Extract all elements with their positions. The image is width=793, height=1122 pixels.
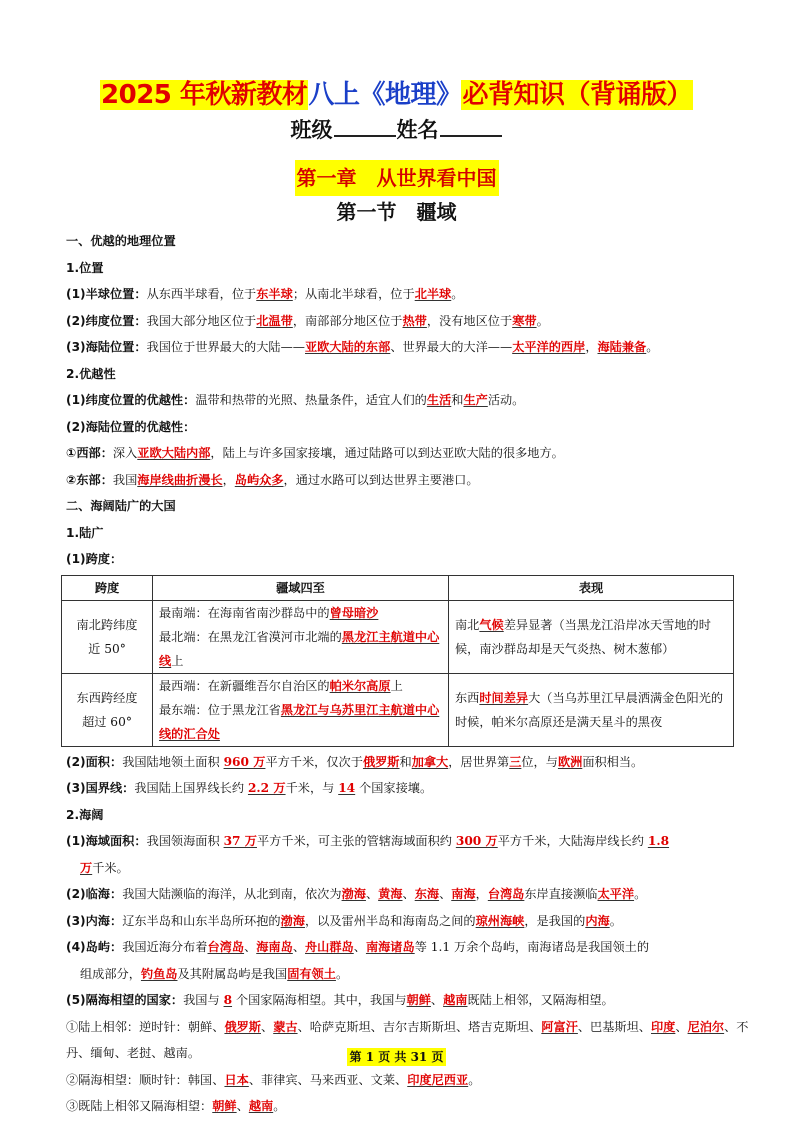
table-cell-extremes	[153, 600, 449, 673]
text: 、	[292, 940, 305, 954]
keyword: 三	[509, 754, 522, 769]
text: ，没有地区位于	[426, 313, 513, 328]
text: 位，与	[521, 754, 558, 769]
line-sea-land	[66, 334, 756, 361]
keyword: 1.8	[647, 834, 670, 848]
item-label: (2)面积：	[66, 754, 123, 769]
cell-text: 最东端：位于黑龙江省	[159, 702, 281, 717]
line-border	[66, 775, 756, 802]
keyword: 琼州海峡	[475, 913, 525, 928]
text: 面积相当。	[582, 754, 644, 769]
cell-text: 最北端：在黑龙江省漠河市北端的	[159, 629, 342, 644]
page-number: 第 1 页 共 31 页	[347, 1048, 447, 1066]
cell-text: 大（当乌苏里江早晨洒满金色阳光的时候，帕米尔高原还是满天星斗的黑夜	[455, 690, 724, 729]
table-header-row	[62, 575, 734, 600]
text: 个国家接壤。	[355, 781, 433, 795]
item-label: (1)纬度位置的优越性：	[66, 393, 196, 407]
name-blank[interactable]	[440, 115, 502, 137]
line-east	[66, 467, 756, 494]
cell-text: 东西	[455, 690, 480, 705]
span-table	[61, 575, 734, 747]
item-label: (3)海陆位置：	[66, 340, 147, 354]
class-label: 班级	[290, 118, 333, 142]
text: 千米，与	[285, 781, 339, 795]
cell-text: 超过 60°	[82, 714, 132, 729]
keyword: 热带	[402, 313, 427, 328]
text: 个国家隔海相望。其中，我国与	[232, 993, 407, 1007]
text: 、	[365, 887, 379, 901]
text: 、	[402, 887, 415, 901]
keyword: 朝鲜	[406, 993, 431, 1007]
keyword: 亚欧大陆的东部	[305, 340, 391, 354]
keyword: 越南	[248, 1099, 274, 1113]
page-footer	[0, 1046, 793, 1065]
line-sea-area	[66, 828, 756, 855]
text: ，陆上与许多国家接壤，通过陆路可以到达亚欧大陆的很多地方。	[210, 446, 564, 460]
item-label: ②东部：	[66, 472, 113, 487]
cell-text: 东西跨经度	[76, 690, 138, 705]
keyword: 2.2 万	[247, 781, 286, 795]
text: 。	[451, 287, 464, 301]
keyword: 印度	[651, 1019, 676, 1034]
line-sea-neighbors	[66, 987, 756, 1014]
keyword: 37 万	[223, 834, 257, 848]
text: 我国位于世界最大的大陆——	[146, 340, 305, 354]
line-span: (1)跨度：	[66, 552, 123, 566]
line-islands-cont	[66, 961, 756, 988]
text: 东岸直接濒临	[524, 887, 598, 901]
line-across-sea	[66, 1067, 756, 1094]
keyword: 帕米尔高原	[329, 678, 391, 693]
cell-text: 差异显著（当黑龙江沿岸冰天雪地的时候，南沙群岛却是天气炎热、树木葱郁）	[455, 617, 711, 656]
keyword: 海岸线曲折漫长	[137, 472, 223, 487]
subheading-land: 1.陆广	[66, 525, 104, 540]
keyword: 南海	[451, 887, 476, 901]
line-west	[66, 440, 756, 467]
table-cell-span	[62, 600, 153, 673]
line-sea-land-advantage	[66, 414, 756, 441]
text: 我国陆地领土面积	[122, 754, 224, 769]
text: ③既陆上相邻又隔海相望：	[66, 1099, 213, 1113]
keyword: 生产	[463, 393, 488, 407]
keyword: 内海	[585, 913, 610, 928]
text: ，通过水路可以到达世界主要港口。	[283, 472, 479, 487]
text: 、	[675, 1019, 688, 1034]
text: 、	[244, 940, 257, 954]
cell-text: 最南端：在海南省南沙群岛中的	[159, 605, 330, 620]
item-label: (4)岛屿：	[66, 940, 123, 954]
keyword: 960 万	[223, 754, 266, 769]
text: 。	[273, 1099, 286, 1113]
text: 我国陆上国界线长约	[134, 781, 248, 795]
item-label: (2)纬度位置：	[66, 313, 147, 328]
line-hemisphere	[66, 281, 756, 308]
text: 平方千米，大陆海岸线长约	[497, 834, 648, 848]
subheading-position: 1.位置	[66, 260, 104, 275]
text: ①陆上相邻：逆时针：朝鲜、	[66, 1019, 225, 1034]
name-label: 姓名	[396, 118, 439, 142]
keyword: 台湾岛	[487, 887, 525, 901]
text: 我国大陆濒临的海洋，从北到南，依次为	[122, 887, 342, 901]
text: 平方千米，仅次于	[265, 754, 363, 769]
item-label: (2)海陆位置的优越性：	[66, 419, 196, 434]
table-cell-effect	[449, 600, 734, 673]
cell-text: 近 50°	[88, 641, 126, 656]
text: 及其附属岛屿是我国	[177, 966, 288, 981]
keyword: 渤海	[280, 913, 305, 928]
keyword: 万	[80, 860, 93, 875]
text: 、	[439, 887, 452, 901]
text: ，是我国的	[524, 913, 586, 928]
text: 、	[353, 940, 366, 954]
cell-text: 最西端：在新疆维吾尔自治区的	[159, 678, 330, 693]
text: 我国大部分地区位于	[146, 313, 257, 328]
text: 活动。	[487, 393, 525, 407]
keyword: 朝鲜	[212, 1099, 237, 1113]
text: 我国	[112, 472, 138, 487]
line-both	[66, 1093, 756, 1120]
text: 平方千米，可主张的管辖海域面积约	[256, 834, 456, 848]
cell-text: 上	[171, 653, 184, 668]
text: 、	[236, 1099, 249, 1113]
keyword: 北半球	[414, 287, 452, 301]
keyword: 蒙古	[273, 1019, 298, 1034]
text: 、巴基斯坦、	[577, 1019, 651, 1034]
keyword: 300 万	[455, 834, 498, 848]
line-adjacent-seas	[66, 881, 756, 908]
keyword: 舟山群岛	[305, 940, 354, 954]
line-latitude-advantage	[66, 387, 756, 414]
text: 、菲律宾、马来西亚、文莱、	[248, 1072, 408, 1087]
text: 。	[468, 1072, 481, 1087]
keyword: 欧洲	[557, 754, 583, 769]
text: 和	[451, 393, 464, 407]
chapter-heading	[0, 160, 793, 196]
table-cell-effect	[449, 673, 734, 746]
keyword: 黄海	[378, 887, 403, 901]
table-header: 跨度	[62, 575, 153, 600]
cell-text: 南北跨纬度	[76, 617, 138, 632]
subheading-advantage: 2.优越性	[66, 366, 116, 381]
text: 我国近海分布着	[122, 940, 208, 954]
title-part-2: 八上《地理》	[308, 80, 462, 110]
keyword: 尼泊尔	[687, 1019, 725, 1034]
text: 、世界最大的大洋——	[390, 340, 513, 354]
text: 温带和热带的光照、热量条件，适宜人们的	[195, 393, 427, 407]
text: 。	[646, 340, 659, 354]
cell-text: 上	[390, 678, 403, 693]
text: 等 1.1 万余个岛屿，南海诸岛是我国领土的	[414, 940, 650, 954]
subheading-sea: 2.海阔	[66, 807, 104, 822]
heading-2: 二、海阔陆广的大国	[66, 499, 176, 513]
text: 深入	[112, 446, 138, 460]
text: ，	[475, 887, 488, 901]
text: ，	[585, 340, 598, 354]
table-cell-span	[62, 673, 153, 746]
class-name-row	[0, 113, 793, 147]
keyword: 8	[223, 993, 233, 1007]
keyword: 印度尼西亚	[407, 1072, 469, 1087]
text: 我国与	[183, 993, 224, 1007]
text: 、哈萨克斯坦、吉尔吉斯斯坦、塔吉克斯坦、	[297, 1019, 542, 1034]
text: 、不丹、缅甸、老挝、越南。	[66, 1019, 749, 1060]
keyword: 时间差异	[479, 690, 529, 705]
section-title: 第一节 疆域	[336, 200, 457, 224]
chapter-title: 第一章 从世界看中国	[295, 160, 499, 196]
text: 和	[399, 754, 412, 769]
line-area	[66, 749, 756, 776]
text: 、	[261, 1019, 274, 1034]
text: ；从南北半球看，位于	[292, 287, 415, 301]
text: 。	[609, 913, 622, 928]
keyword: 海南岛	[256, 940, 293, 954]
line-islands	[66, 934, 756, 961]
title-part-3: 必背知识（背诵版）	[462, 80, 692, 110]
item-label: (3)内海：	[66, 913, 123, 928]
item-label: ①西部：	[66, 446, 113, 460]
keyword: 日本	[224, 1072, 249, 1087]
table-header: 疆域四至	[153, 575, 449, 600]
table-row	[62, 673, 734, 746]
table-row	[62, 600, 734, 673]
keyword: 太平洋的西岸	[512, 340, 586, 354]
text: 、	[430, 993, 444, 1007]
text: 辽东半岛和山东半岛所环抱的	[122, 913, 281, 928]
line-sea-area-cont	[66, 855, 756, 882]
text: 既陆上相邻，又隔海相望。	[467, 993, 614, 1007]
keyword: 气候	[479, 617, 504, 632]
keyword: 俄罗斯	[224, 1019, 261, 1034]
text: ，居世界第	[448, 754, 510, 769]
item-label: (5)隔海相望的国家：	[66, 993, 184, 1007]
keyword: 岛屿众多	[234, 472, 284, 487]
keyword: 东半球	[256, 287, 293, 301]
text: 从东西半球看，位于	[146, 287, 257, 301]
keyword: 加拿大	[411, 754, 449, 769]
item-label: (3)国界线：	[66, 781, 135, 795]
keyword: 台湾岛	[207, 940, 245, 954]
keyword: 北温带	[256, 313, 293, 328]
table-header: 表现	[449, 575, 734, 600]
heading-1: 一、优越的地理位置	[66, 234, 176, 248]
keyword: 生活	[426, 393, 452, 407]
line-inland-sea	[66, 908, 756, 935]
text: 。	[634, 887, 647, 901]
table-cell-extremes	[153, 673, 449, 746]
cell-text: 南北	[455, 617, 480, 632]
keyword: 海陆兼备	[597, 340, 647, 354]
body-content	[66, 228, 756, 1120]
text: ②隔海相望：顺时针：韩国、	[66, 1072, 225, 1087]
keyword: 渤海	[341, 887, 366, 901]
item-label: (1)半球位置：	[66, 287, 147, 301]
text: 。	[335, 966, 349, 981]
keyword: 钓鱼岛	[140, 966, 178, 981]
text: ，	[222, 472, 235, 487]
text: 千米。	[92, 860, 129, 875]
text: 我国领海面积	[146, 834, 224, 848]
keyword: 俄罗斯	[362, 754, 400, 769]
keyword: 曾母暗沙	[329, 605, 379, 620]
line-latitude	[66, 308, 756, 335]
class-blank[interactable]	[334, 115, 396, 137]
keyword: 亚欧大陆内部	[137, 446, 211, 460]
text: ，以及雷州半岛和海南岛之间的	[305, 913, 476, 928]
keyword: 14	[338, 781, 356, 795]
keyword: 越南	[443, 993, 468, 1007]
keyword: 固有领土	[287, 966, 336, 981]
keyword: 寒带	[512, 313, 537, 328]
item-label: (2)临海：	[66, 887, 123, 901]
title-part-1: 2025 年秋新教材	[101, 80, 308, 110]
document-title	[0, 75, 793, 115]
item-label: (1)海域面积：	[66, 834, 147, 848]
text: 。	[536, 313, 549, 328]
keyword: 黑龙江与乌苏里江主航道中心线的汇合处	[159, 702, 440, 741]
keyword: 阿富汗	[541, 1019, 578, 1034]
text: 组成部分，	[80, 966, 141, 981]
keyword: 太平洋	[597, 887, 635, 901]
keyword: 东海	[414, 887, 440, 901]
text: ，南部部分地区位于	[292, 313, 403, 328]
keyword: 黑龙江主航道中心线	[159, 629, 440, 668]
keyword: 南海诸岛	[365, 940, 415, 954]
